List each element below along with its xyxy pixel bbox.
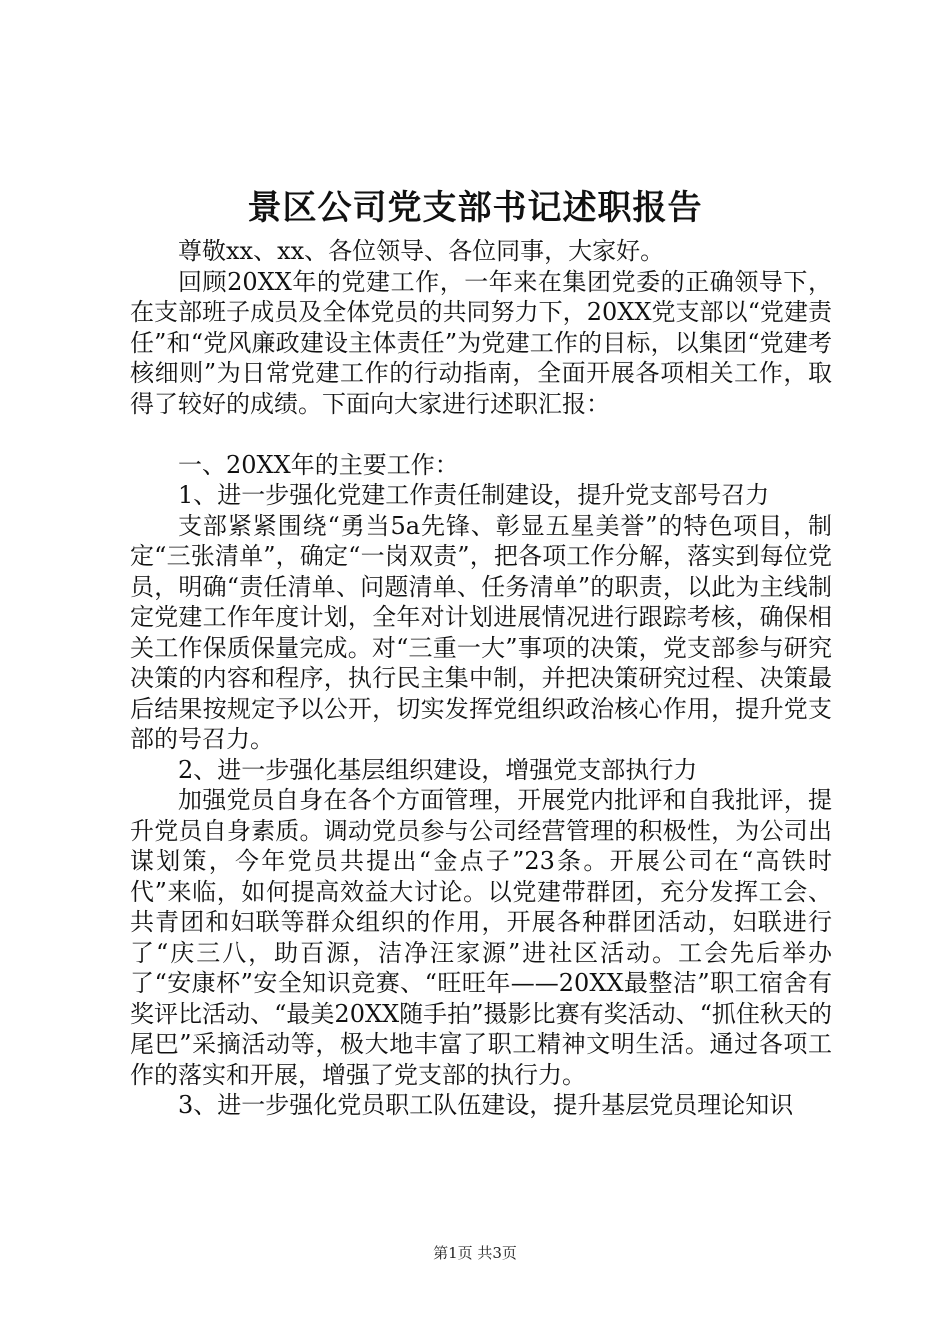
intro-paragraph: 回顾20XX年的党建工作，一年来在集团党委的正确领导下，在支部班子成员及全体党员的共同努力下，20XX党支部以“党建责任”和“党风廉政建设主体责任”为党建工作的目标，以集团“党建考核细则”为日常党建工作的行动指南，全面开展各项相关工作，取得了较好的成绩。下面向大家进行述职汇报： bbox=[130, 267, 832, 418]
body-paragraph-2: 加强党员自身在各个方面管理，开展党内批评和自我批评，提升党员自身素质。调动党员参与公司经营管理的积极性，为公司出谋划策，今年党员共提出“金点子”23条。开展公司在“高铁时代”来临，如何提高效益大讨论。以党建带群团，充分发挥工会、共青团和妇联等群众组织的作用，开展各种群团活动，妇联进行了“庆三八，助百源，洁净汪家源”进社区活动。工会先后举办了“安康杯”安全知识竞赛、“旺旺年——20XX最整洁”职工宿舍有奖评比活动、“最美20XX随手拍”摄影比赛有奖活动、“抓住秋天的尾巴”采摘活动等，极大地丰富了职工精神文明生活。通过各项工作的落实和开展，增强了党支部的执行力。 bbox=[130, 786, 832, 1089]
subheading-1: 1、进一步强化党建工作责任制建设，提升党支部号召力 bbox=[178, 481, 770, 509]
subheading-3: 3、进一步强化党员职工队伍建设，提升基层党员理论知识 bbox=[178, 1091, 794, 1119]
document-body bbox=[130, 236, 832, 1121]
blank-line bbox=[130, 419, 832, 450]
body-paragraph-1: 支部紧紧围绕“勇当5a先锋、彰显五星美誉”的特色项目，制定“三张清单”，确定“一岗双责”，把各项工作分解，落实到每位党员，明确“责任清单、问题清单、任务清单”的职责，以此为主线制定党建工作年度计划，全年对计划进展情况进行跟踪考核，确保相关工作保质保量完成。对“三重一大”事项的决策，党支部参与研究决策的内容和程序，执行民主集中制，并把决策研究过程、决策最后结果按规定予以公开，切实发挥党组织政治核心作用，提升党支部的号召力。 bbox=[130, 511, 832, 753]
salutation-paragraph: 尊敬xx、xx、各位领导、各位同事，大家好。 bbox=[178, 237, 665, 265]
subheading-2: 2、进一步强化基层组织建设，增强党支部执行力 bbox=[178, 755, 698, 784]
page-title: 景区公司党支部书记述职报告 bbox=[247, 188, 703, 228]
section-heading: 一、20XX年的主要工作： bbox=[178, 450, 459, 479]
page-footer: 第1页 共3页 bbox=[433, 1244, 517, 1262]
